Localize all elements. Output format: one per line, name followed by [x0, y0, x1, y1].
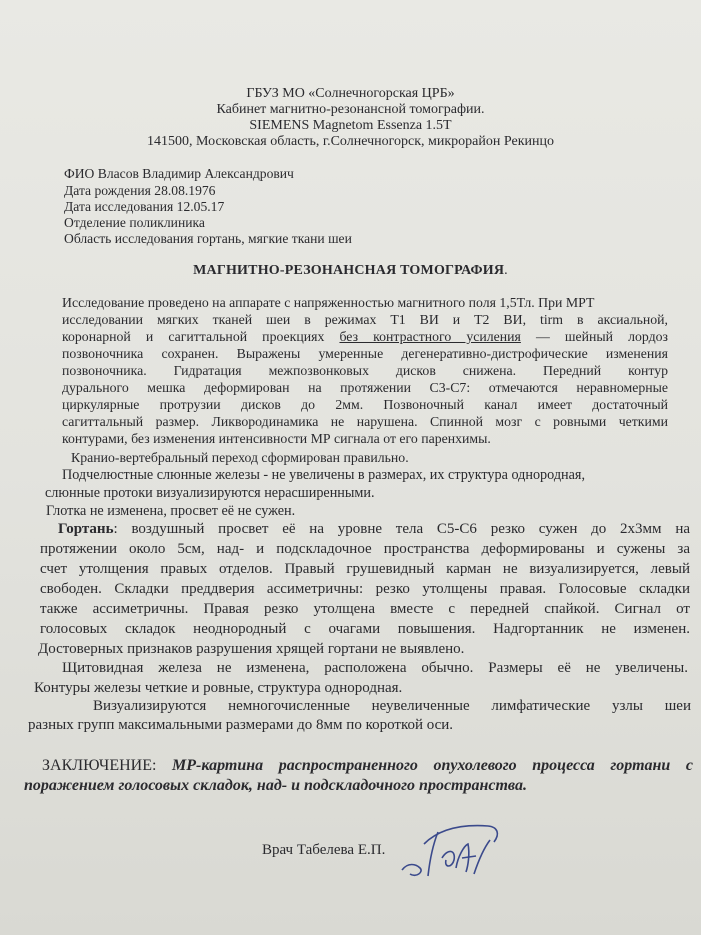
- body-line: [58, 521, 690, 538]
- body-text: коронарной и сагиттальной проекциях: [62, 329, 340, 344]
- body-line: контурами, без изменения интенсивности МР сигнала от его паренхимы.: [62, 431, 491, 446]
- larynx-heading: Гортань: [58, 521, 114, 537]
- org-name: ГБУЗ МО «Солнечногорская ЦРБ»: [246, 86, 455, 101]
- conclusion-line: [42, 757, 693, 775]
- body-line: циркулярные протрузии дисков до 2мм. Позвоночный канал имеет достаточный: [62, 397, 668, 412]
- body-line: позвоночника. Гидратация межпозвонковых дисков снижена. Передний контур: [62, 363, 668, 378]
- conclusion-text: поражением голосовых складок, над- и подскладочного пространства.: [24, 777, 527, 794]
- exam-area: Область исследования гортань, мягкие ткани шеи: [64, 231, 352, 246]
- device-name: SIEMENS Magnetom Essenza 1.5Т: [249, 118, 452, 133]
- body-line: голосовых складок неоднородный с очагами повышения. Надгортанник не изменен.: [40, 621, 690, 637]
- cabinet-name: Кабинет магнитно-резонансной томографии.: [216, 102, 485, 117]
- no-contrast-underlined: без контрастного усиления: [339, 329, 521, 344]
- conclusion-text: МР-картина распространенного опухолевого процесса гортани с: [172, 757, 693, 774]
- body-line: разных групп максимальными размерами до 8мм по короткой оси.: [28, 717, 454, 733]
- address: 141500, Московская область, г.Солнечногорск, микрорайон Рекинцо: [147, 134, 554, 149]
- body-line: Визуализируются немногочисленные неувеличенные лимфатические узлы шеи: [93, 698, 691, 714]
- report-title-dot: .: [504, 263, 508, 278]
- conclusion-label: ЗАКЛЮЧЕНИЕ:: [42, 757, 173, 774]
- body-line: свободен. Складки преддверия ассиметричны: резко утолщены правая. Голосовые складки: [40, 581, 690, 597]
- handwritten-signature: [398, 818, 508, 886]
- body-line: позвоночника сохранен. Выражены умеренные дегенеративно-дистрофические изменения: [62, 346, 668, 361]
- body-text: : воздушный просвет её на уровне тела С5-С6 резко сужен до 2х3мм на: [113, 521, 690, 537]
- birth-date: Дата рождения 28.08.1976: [64, 183, 216, 198]
- body-line: слюнные протоки визуализируются нерасширенными.: [45, 485, 375, 501]
- body-line: счет утолщения правых отделов. Правый грушевидный карман не визуализируется, левый: [40, 561, 690, 577]
- body-line: [62, 329, 668, 345]
- doctor-signature-label: Врач Табелева Е.П.: [262, 842, 386, 858]
- exam-date: Дата исследования 12.05.17: [64, 199, 225, 214]
- body-line: исследовании мягких тканей шеи в режимах Т1 ВИ и Т2 ВИ, tirm в аксиальной,: [62, 312, 668, 327]
- body-line: сагиттальный размер. Ликвородинамика не нарушена. Спинной мозг с ровными четкими: [62, 414, 668, 429]
- body-line: Глотка не изменена, просвет её не сужен.: [46, 503, 296, 519]
- body-line: Исследование проведено на аппарате с напряженностью магнитного поля 1,5Тл. При МРТ: [62, 295, 595, 310]
- body-text: — шейный лордоз: [520, 329, 668, 344]
- body-line: протяжении около 5см, над- и подскладочное пространства деформированы и сужены за: [40, 541, 690, 557]
- report-title-text: МАГНИТНО-РЕЗОНАНСНАЯ ТОМОГРАФИЯ: [193, 263, 505, 278]
- department: Отделение поликлиника: [64, 215, 205, 230]
- body-line: Щитовидная железа не изменена, расположена обычно. Размеры её не увеличены.: [62, 660, 688, 676]
- body-line: также ассиметричны. Правая резко утолщена вместе с передней спайкой. Сигнал от: [40, 601, 690, 617]
- body-line: Контуры железы четкие и ровные, структура однородная.: [34, 680, 403, 696]
- body-line: дурального мешка деформирован на протяжении С3-С7: отмечаются неравномерные: [62, 380, 668, 395]
- patient-name: ФИО Власов Владимир Александрович: [64, 166, 294, 181]
- body-line: Подчелюстные слюнные железы - не увеличены в размерах, их структура однородная,: [62, 467, 585, 483]
- report-title: [0, 263, 701, 279]
- body-line: Кранио-вертебральный переход сформирован правильно.: [71, 450, 409, 465]
- body-line: Достоверных признаков разрушения хрящей гортани не выявлено.: [38, 641, 465, 657]
